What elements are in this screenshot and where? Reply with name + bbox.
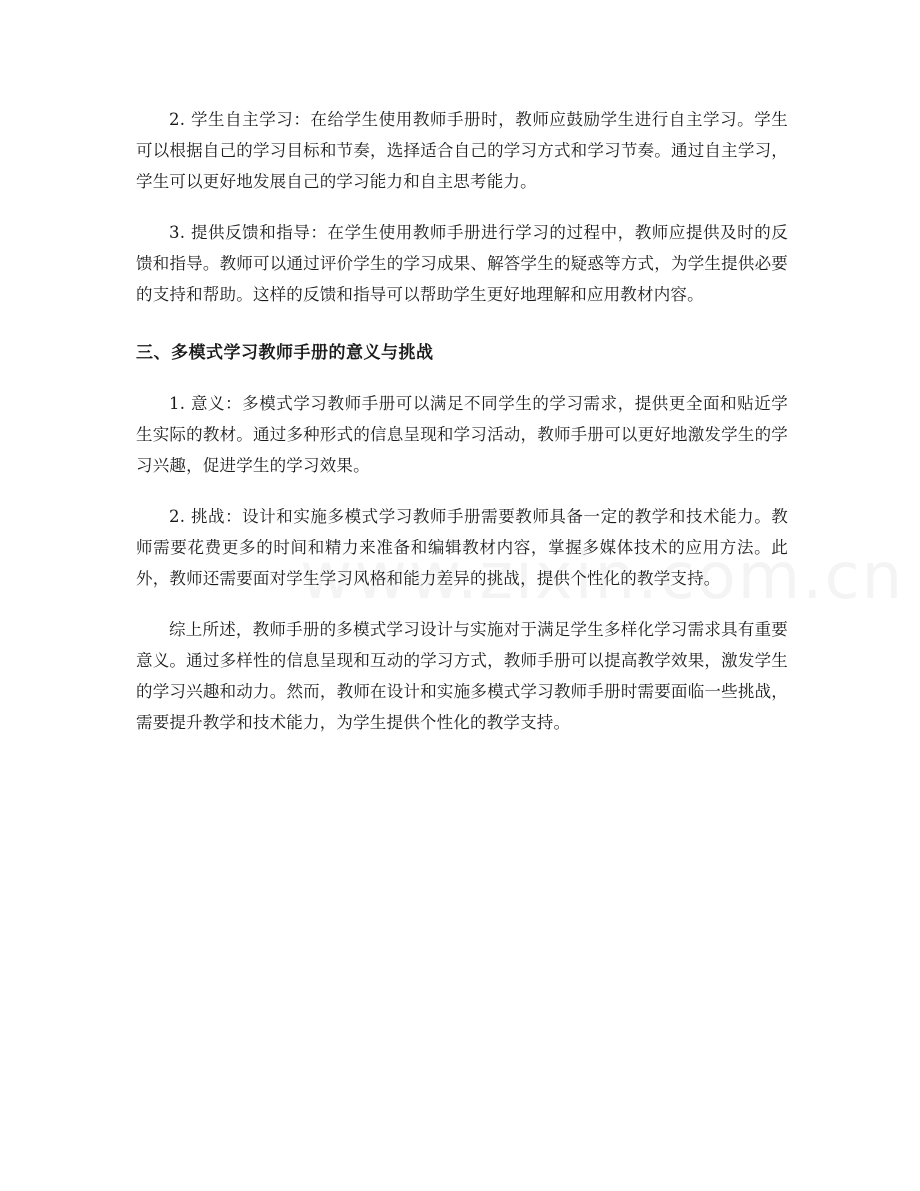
paragraph-challenges: 2. 挑战：设计和实施多模式学习教师手册需要教师具备一定的教学和技术能力。教师需要花费更多的时间和精力来准备和编辑教材内容，掌握多媒体技术的应用方法。此外，教师还需要面对学生学习风格和能力差异的挑战，提供个性化的教学支持。 (136, 507, 788, 588)
section-heading: 三、多模式学习教师手册的意义与挑战 (136, 343, 434, 363)
paragraph-significance: 1. 意义：多模式学习教师手册可以满足不同学生的学习需求，提供更全面和贴近学生实际的教材。通过多种形式的信息呈现和学习活动，教师手册可以更好地激发学生的学习兴趣，促进学生的学习效果。 (136, 394, 788, 475)
paragraph-self-study: 2. 学生自主学习：在给学生使用教师手册时，教师应鼓励学生进行自主学习。学生可以根据自己的学习目标和节奏，选择适合自己的学习方式和学习节奏。通过自主学习，学生可以更好地发展自己的学习能力和自主思考能力。 (136, 110, 788, 191)
paragraph-conclusion: 综上所述，教师手册的多模式学习设计与实施对于满足学生多样化学习需求具有重要意义。通过多样性的信息呈现和互动的学习方式，教师手册可以提高教学效果，激发学生的学习兴趣和动力。然而，教师在设计和实施多模式学习教师手册时需要面临一些挑战，需要提升教学和技术能力，为学生提供个性化的教学支持。 (136, 620, 788, 732)
document-page (136, 104, 788, 758)
paragraph-feedback-guidance: 3. 提供反馈和指导：在学生使用教师手册进行学习的过程中，教师应提供及时的反馈和指导。教师可以通过评价学生的学习成果、解答学生的疑惑等方式，为学生提供必要的支持和帮助。这样的反馈和指导可以帮助学生更好地理解和应用教材内容。 (136, 223, 788, 304)
